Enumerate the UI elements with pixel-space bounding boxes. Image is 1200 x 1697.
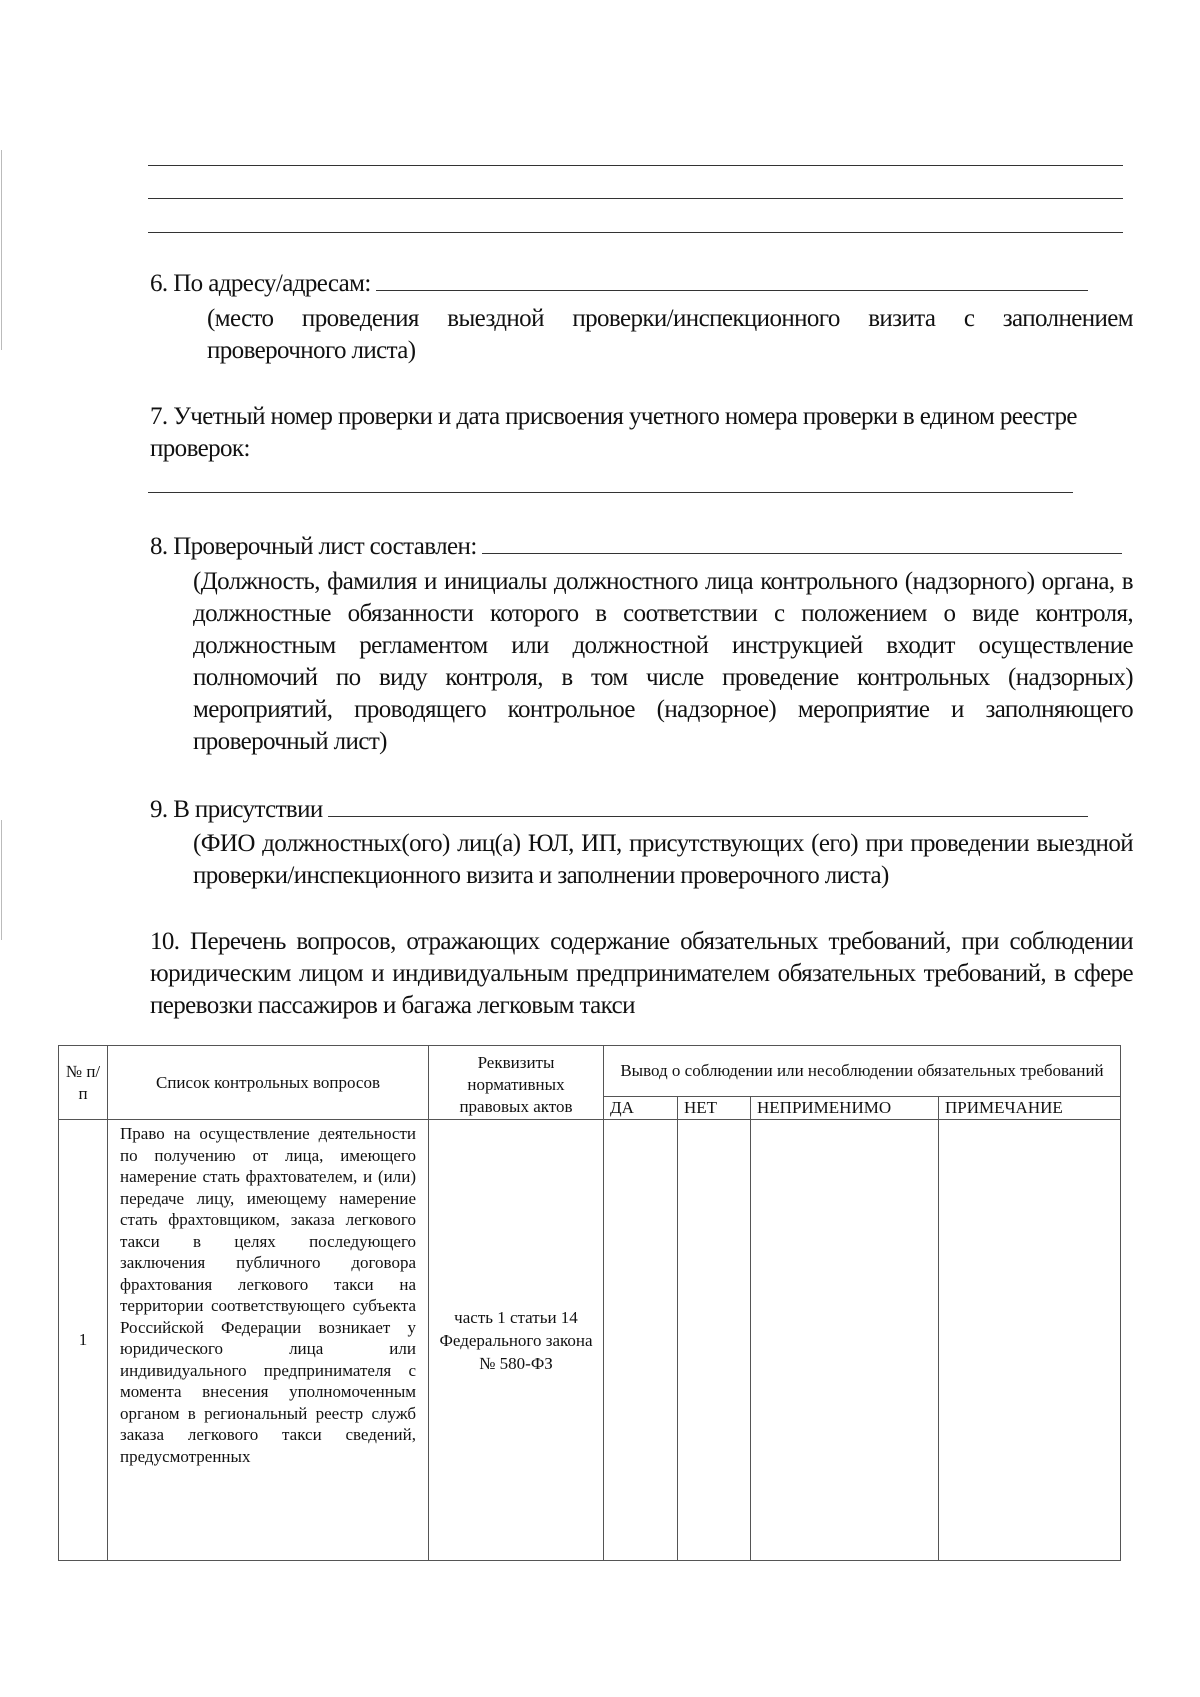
section-8	[150, 531, 1135, 563]
registry-number-field[interactable]	[148, 492, 1073, 493]
row-no-cell[interactable]	[678, 1120, 751, 1561]
section-6	[150, 268, 1135, 300]
header-yes: ДА	[604, 1097, 678, 1120]
section-7-label: 7. Учетный номер проверки и дата присвоения учетного номера проверки в едином реестре проверок:	[150, 403, 1077, 462]
header-acts: Реквизиты нормативных правовых актов	[429, 1046, 604, 1120]
section-6-label: 6. По адресу/адресам:	[150, 270, 371, 297]
row-act: часть 1 статьи 14 Федерального закона № 580-ФЗ	[429, 1120, 604, 1561]
scan-edge-mark	[1, 150, 2, 350]
checklist-table	[58, 1045, 1121, 1561]
section-9	[150, 794, 1135, 826]
header-conclusion: Вывод о соблюдении или несоблюдении обязательных требований	[604, 1046, 1121, 1097]
row-yes-cell[interactable]	[604, 1120, 678, 1561]
table-row	[59, 1120, 1121, 1561]
section-8-label: 8. Проверочный лист составлен:	[150, 533, 477, 560]
header-number: № п/п	[59, 1046, 108, 1120]
row-not-applicable-cell[interactable]	[751, 1120, 939, 1561]
row-number: 1	[59, 1120, 108, 1561]
blank-line-1	[148, 165, 1123, 166]
section-6-note: (место проведения выездной проверки/инспекционного визита с заполнением проверочного листа)	[207, 305, 1133, 364]
blank-line-3	[148, 232, 1123, 233]
section-9-note: (ФИО должностных(ого) лиц(а) ЮЛ, ИП, присутствующих (его) при проведении выездной проверки/инспекционного визита и заполнении проверочного листа)	[193, 830, 1133, 889]
address-field[interactable]	[376, 270, 1088, 291]
header-remark: ПРИМЕЧАНИЕ	[939, 1097, 1121, 1120]
row-question: Право на осуществление деятельности по получению от лица, имеющего намерение стать фрахтователем, и (или) передаче лицу, имеющему намерение стать фрахтовщиком, заказа легкового такси в целях последующего заключения публичного договора фрахтования легкового такси на территории соответствующего субъекта Российской Федерации возникает у юридического лица или индивидуального предпринимателя с момента внесения уполномоченным органом в региональный реестр служб заказа легкового такси сведений, предусмотренных	[108, 1120, 429, 1561]
section-10-text: 10. Перечень вопросов, отражающих содержание обязательных требований, при соблюдении юридическим лицом и индивидуальным предпринимателем обязательных требований, в сфере перевозки пассажиров и багажа легковым такси	[150, 928, 1133, 1019]
header-no: НЕТ	[678, 1097, 751, 1120]
header-not-applicable: НЕПРИМЕНИМО	[751, 1097, 939, 1120]
scan-edge-mark	[1, 820, 2, 940]
blank-line-2	[148, 198, 1123, 199]
section-9-label: 9. В присутствии	[150, 796, 323, 823]
section-8-note: (Должность, фамилия и инициалы должностного лица контрольного (надзорного) органа, в должностные обязанности которого в соответствии с положением о виде контроля, должностным регламентом или должностной инструкцией входит осуществление полномочий по виду контроля, в том числе проведение контрольных (надзорных) мероприятий, проводящего контрольное (надзорное) мероприятие и заполняющего проверочный лист)	[193, 568, 1133, 755]
present-persons-field[interactable]	[328, 796, 1088, 817]
header-questions: Список контрольных вопросов	[108, 1046, 429, 1120]
compiled-by-field[interactable]	[482, 533, 1122, 554]
row-remark-cell[interactable]	[939, 1120, 1121, 1561]
